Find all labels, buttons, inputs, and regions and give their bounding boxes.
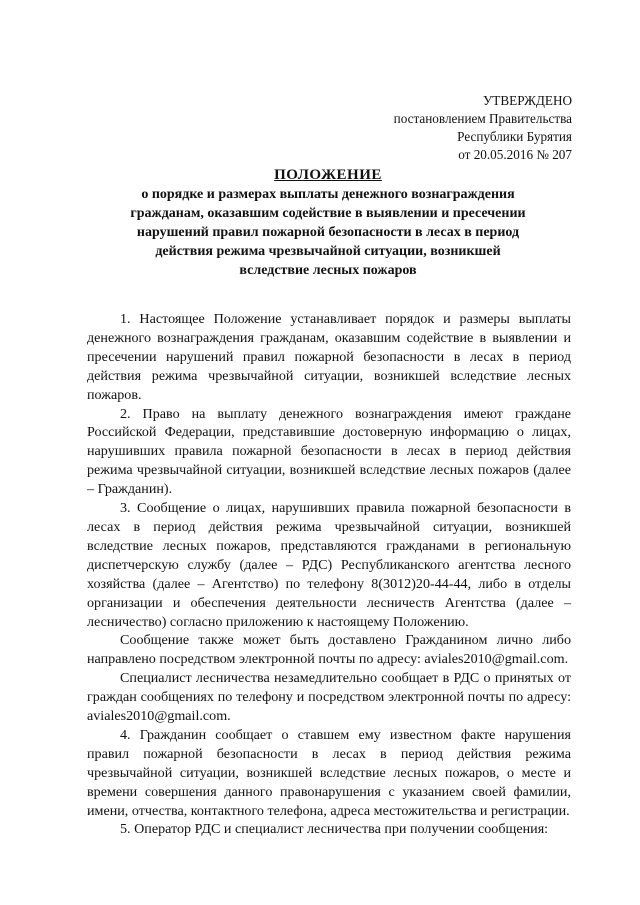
document-subtitle bbox=[88, 185, 568, 280]
subtitle-line: действия режима чрезвычайной ситуации, возникшей bbox=[155, 244, 501, 259]
paragraph-4: 4. Гражданин сообщает о ставшем ему известном факте нарушения правил пожарной безопасности в лесах в период действия режима чрезвычайной ситуации, возникшей вследствие лесных пожаров, о месте и времени совершения данного правонарушения с указанием своей фамилии, имени, отчества, контактного телефона, адреса местожительства и регистрации. bbox=[87, 726, 571, 819]
approval-region: Республики Бурятия bbox=[457, 129, 572, 144]
subtitle-line: о порядке и размерах выплаты денежного вознаграждения bbox=[141, 187, 515, 202]
subtitle-line: вследствие лесных пожаров bbox=[239, 263, 417, 278]
paragraph-1: 1. Настоящее Положение устанавливает порядок и размеры выплаты денежного вознаграждения гражданам, оказавшим содействие в выявлении и пресечении нарушений правил пожарной безопасности в лесах в период действия режима чрезвычайной ситуации, возникшей вследствие лесных пожаров. bbox=[87, 311, 571, 403]
document-title: ПОЛОЖЕНИЕ bbox=[274, 167, 382, 183]
paragraph-2: 2. Право на выплату денежного вознаграждения имеют граждане Российской Федерации, представившие достоверную информацию о лицах, нарушивших правила пожарной безопасности в лесах в период действия режима чрезвычайной ситуации, возникшей вследствие лесных пожаров (далее – Гражданин). bbox=[87, 405, 571, 498]
paragraph-3: 3. Сообщение о лицах, нарушивших правила пожарной безопасности в лесах в период действия режима чрезвычайной ситуации, возникшей вследствие лесных пожаров, представляются гражданами в региональную диспетчерскую службу (далее – РДС) Республиканского агентства лесного хозяйства (далее – Агентство) по телефону 8(3012)20-44-44, либо в отделы организации и обеспечения деятельности лесничеств Агентства (далее – лесничество) согласно приложению к настоящему Положению. bbox=[87, 500, 571, 630]
document-heading bbox=[88, 166, 568, 280]
paragraph-5: 5. Оператор РДС и специалист лесничества при получении сообщения: bbox=[120, 821, 549, 838]
paragraph-3-email-delivery: Сообщение также может быть доставлено Гражданином лично либо направлено посредством электронной почты по адресу: aviales2010@gmail.com. bbox=[87, 632, 571, 668]
approval-stamp bbox=[394, 92, 572, 164]
subtitle-line: нарушений правил пожарной безопасности в лесах в период bbox=[136, 225, 520, 240]
approval-authority: постановлением Правительства bbox=[393, 111, 572, 126]
paragraph-3-specialist: Специалист лесничества незамедлительно сообщает в РДС о принятых от граждан сообщениях по телефону и посредством электронной почты по адресу: aviales2010@gmail.com. bbox=[87, 670, 571, 725]
subtitle-line: гражданам, оказавшим содействие в выявлении и пресечении bbox=[130, 206, 526, 221]
approval-date-number: от 20.05.2016 № 207 bbox=[458, 147, 572, 162]
approval-heading: УТВЕРЖДЕНО bbox=[482, 93, 572, 108]
document-body bbox=[87, 310, 571, 839]
